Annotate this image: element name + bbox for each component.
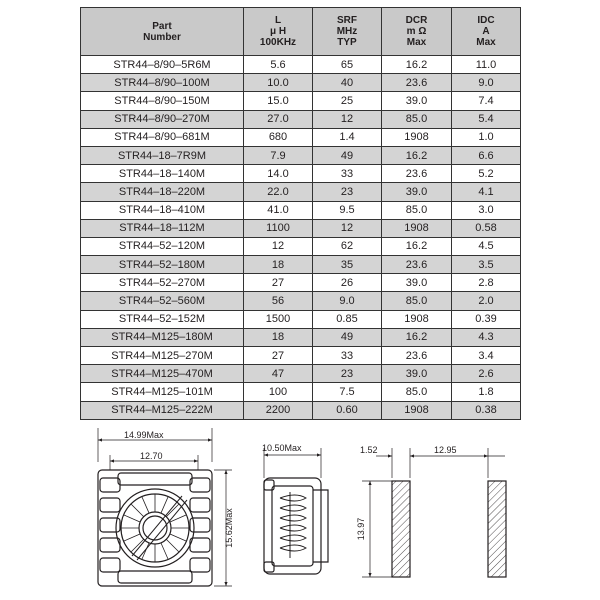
value-cell: 3.5 bbox=[452, 256, 521, 274]
part-number-cell: STR44–18–140M bbox=[81, 165, 244, 183]
part-number-cell: STR44–M125–180M bbox=[81, 328, 244, 346]
part-number-cell: STR44–8/90–100M bbox=[81, 74, 244, 92]
value-cell: 9.0 bbox=[313, 292, 382, 310]
value-cell: 23 bbox=[313, 365, 382, 383]
value-cell: 2.0 bbox=[452, 292, 521, 310]
part-number-cell: STR44–18–7R9M bbox=[81, 146, 244, 164]
value-cell: 85.0 bbox=[382, 292, 452, 310]
value-cell: 1.0 bbox=[452, 128, 521, 146]
value-cell: 1500 bbox=[244, 310, 313, 328]
value-cell: 9.0 bbox=[452, 74, 521, 92]
part-number-cell: STR44–8/90–270M bbox=[81, 110, 244, 128]
value-cell: 7.9 bbox=[244, 146, 313, 164]
value-cell: 4.3 bbox=[452, 328, 521, 346]
value-cell: 85.0 bbox=[382, 110, 452, 128]
value-cell: 10.0 bbox=[244, 74, 313, 92]
dim-pin-span: 12.70 bbox=[140, 451, 163, 461]
column-header-line: A bbox=[482, 26, 490, 37]
value-cell: 39.0 bbox=[382, 92, 452, 110]
value-cell: 2.8 bbox=[452, 274, 521, 292]
value-cell: 12 bbox=[313, 219, 382, 237]
dim-height-max: 15.62Max bbox=[224, 508, 234, 548]
value-cell: 7.5 bbox=[313, 383, 382, 401]
value-cell: 40 bbox=[313, 74, 382, 92]
column-header-line: Max bbox=[476, 37, 496, 48]
value-cell: 14.0 bbox=[244, 165, 313, 183]
value-cell: 0.38 bbox=[452, 401, 521, 419]
value-cell: 4.5 bbox=[452, 237, 521, 255]
value-cell: 26 bbox=[313, 274, 382, 292]
value-cell: 23 bbox=[313, 183, 382, 201]
column-header-line: 100KHz bbox=[259, 37, 297, 48]
value-cell: 5.4 bbox=[452, 110, 521, 128]
part-number-cell: STR44–18–410M bbox=[81, 201, 244, 219]
value-cell: 41.0 bbox=[244, 201, 313, 219]
value-cell: 22.0 bbox=[244, 183, 313, 201]
value-cell: 23.6 bbox=[382, 347, 452, 365]
value-cell: 27 bbox=[244, 347, 313, 365]
part-number-cell: STR44–52–120M bbox=[81, 237, 244, 255]
value-cell: 1100 bbox=[244, 219, 313, 237]
value-cell: 0.39 bbox=[452, 310, 521, 328]
value-cell: 33 bbox=[313, 347, 382, 365]
column-header-line: SRF bbox=[337, 15, 357, 26]
value-cell: 23.6 bbox=[382, 165, 452, 183]
value-cell: 62 bbox=[313, 237, 382, 255]
part-number-cell: STR44–52–560M bbox=[81, 292, 244, 310]
value-cell: 47 bbox=[244, 365, 313, 383]
value-cell: 1908 bbox=[382, 310, 452, 328]
value-cell: 16.2 bbox=[382, 56, 452, 74]
column-header-line: μ H bbox=[269, 26, 287, 37]
value-cell: 65 bbox=[313, 56, 382, 74]
value-cell: 6.6 bbox=[452, 146, 521, 164]
column-header-line: L bbox=[274, 15, 282, 26]
part-number-cell: STR44–8/90–681M bbox=[81, 128, 244, 146]
value-cell: 1908 bbox=[382, 401, 452, 419]
value-cell: 1908 bbox=[382, 219, 452, 237]
value-cell: 7.4 bbox=[452, 92, 521, 110]
value-cell: 1.4 bbox=[313, 128, 382, 146]
part-number-cell: STR44–18–112M bbox=[81, 219, 244, 237]
column-header-line: Part bbox=[152, 20, 172, 32]
dim-top-width-max: 14.99Max bbox=[124, 430, 164, 440]
column-header-line: IDC bbox=[477, 15, 495, 26]
value-cell: 3.0 bbox=[452, 201, 521, 219]
value-cell: 33 bbox=[313, 165, 382, 183]
value-cell: 16.2 bbox=[382, 146, 452, 164]
value-cell: 39.0 bbox=[382, 183, 452, 201]
value-cell: 0.60 bbox=[313, 401, 382, 419]
value-cell: 25 bbox=[313, 92, 382, 110]
side-view bbox=[264, 448, 328, 574]
value-cell: 85.0 bbox=[382, 201, 452, 219]
value-cell: 85.0 bbox=[382, 383, 452, 401]
value-cell: 39.0 bbox=[382, 365, 452, 383]
value-cell: 23.6 bbox=[382, 256, 452, 274]
value-cell: 49 bbox=[313, 146, 382, 164]
dim-pad-spacing: 12.95 bbox=[434, 445, 457, 455]
value-cell: 27 bbox=[244, 274, 313, 292]
value-cell: 23.6 bbox=[382, 74, 452, 92]
part-number-cell: STR44–M125–270M bbox=[81, 347, 244, 365]
part-number-cell: STR44–52–270M bbox=[81, 274, 244, 292]
part-number-cell: STR44–M125–101M bbox=[81, 383, 244, 401]
dim-pad-length: 13.97 bbox=[356, 517, 366, 541]
value-cell: 1908 bbox=[382, 128, 452, 146]
value-cell: 18 bbox=[244, 328, 313, 346]
value-cell: 0.58 bbox=[452, 219, 521, 237]
column-header-line: Max bbox=[406, 37, 427, 48]
value-cell: 5.6 bbox=[244, 56, 313, 74]
pad-layout bbox=[362, 448, 506, 577]
value-cell: 3.4 bbox=[452, 347, 521, 365]
value-cell: 680 bbox=[244, 128, 313, 146]
part-number-cell: STR44–52–180M bbox=[81, 256, 244, 274]
part-number-cell: STR44–18–220M bbox=[81, 183, 244, 201]
part-number-cell: STR44–8/90–5R6M bbox=[81, 56, 244, 74]
part-number-cell: STR44–52–152M bbox=[81, 310, 244, 328]
value-cell: 39.0 bbox=[382, 274, 452, 292]
value-cell: 35 bbox=[313, 256, 382, 274]
column-header-line: DCR bbox=[405, 15, 428, 26]
value-cell: 15.0 bbox=[244, 92, 313, 110]
value-cell: 12 bbox=[244, 237, 313, 255]
dim-pad-width: 1.52 bbox=[360, 445, 378, 455]
value-cell: 11.0 bbox=[452, 56, 521, 74]
part-number-cell: STR44–8/90–150M bbox=[81, 92, 244, 110]
column-header-line: MHz bbox=[336, 26, 358, 37]
top-view bbox=[98, 428, 232, 586]
value-cell: 2200 bbox=[244, 401, 313, 419]
value-cell: 1.8 bbox=[452, 383, 521, 401]
part-number-cell: STR44–M125–222M bbox=[81, 401, 244, 419]
value-cell: 49 bbox=[313, 328, 382, 346]
value-cell: 2.6 bbox=[452, 365, 521, 383]
part-number-cell: STR44–M125–470M bbox=[81, 365, 244, 383]
value-cell: 56 bbox=[244, 292, 313, 310]
value-cell: 12 bbox=[313, 110, 382, 128]
value-cell: 16.2 bbox=[382, 237, 452, 255]
value-cell: 4.1 bbox=[452, 183, 521, 201]
value-cell: 5.2 bbox=[452, 165, 521, 183]
value-cell: 27.0 bbox=[244, 110, 313, 128]
value-cell: 0.85 bbox=[313, 310, 382, 328]
value-cell: 100 bbox=[244, 383, 313, 401]
value-cell: 18 bbox=[244, 256, 313, 274]
dim-side-width-max: 10.50Max bbox=[262, 443, 302, 453]
column-header-line: Number bbox=[143, 31, 181, 43]
column-header-line: TYP bbox=[337, 37, 357, 48]
value-cell: 16.2 bbox=[382, 328, 452, 346]
column-header-line: m Ω bbox=[406, 26, 427, 37]
value-cell: 9.5 bbox=[313, 201, 382, 219]
